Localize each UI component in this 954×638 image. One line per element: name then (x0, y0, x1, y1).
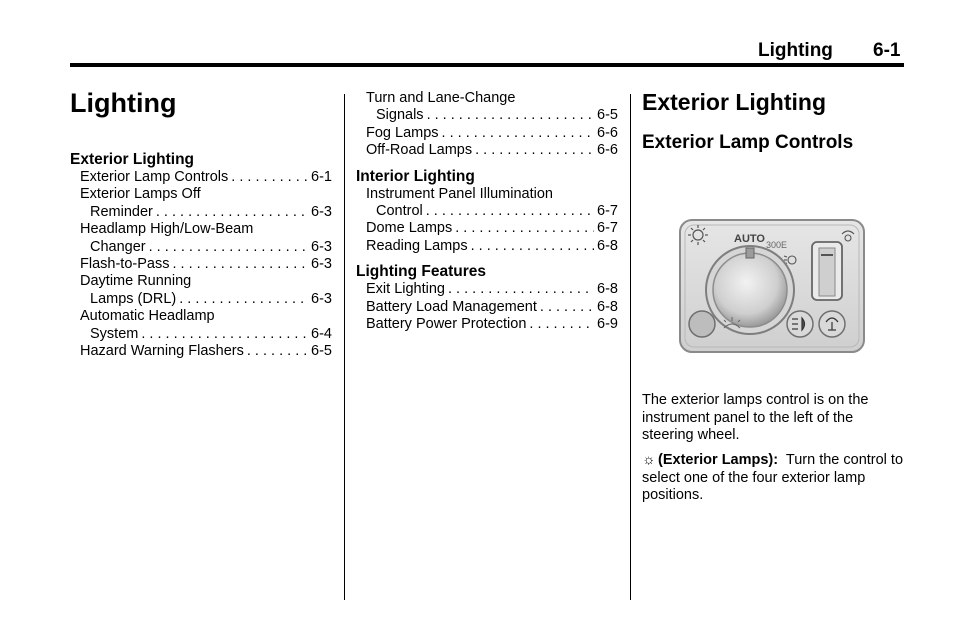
toc-entry[interactable] (70, 291, 332, 308)
toc-entry[interactable] (356, 299, 618, 316)
toc-entry-page: 6-8 (597, 298, 618, 315)
toc-entry-title: Signals (376, 107, 424, 124)
toc-entry-page: 6-3 (311, 256, 332, 273)
toc-entry-title: Dome Lamps (366, 220, 453, 237)
toc-dot-leader (455, 220, 594, 237)
fog-lamp-button (787, 311, 813, 337)
toc-entry[interactable] (356, 107, 618, 124)
toc-entry[interactable] (356, 281, 618, 298)
toc-entry-title: Reminder (90, 203, 153, 220)
toc-entry[interactable] (356, 203, 618, 220)
toc-entry-title: Changer (90, 238, 146, 255)
toc-entry-title: Battery Load Management (366, 298, 537, 315)
toc-entry-title: Reading Lamps (366, 237, 468, 254)
toc-entry-title: Battery Power Protection (366, 316, 527, 333)
toc-entry[interactable] (356, 220, 618, 237)
column-divider (344, 94, 345, 600)
toc-dot-leader (156, 204, 308, 221)
toc-dot-leader (141, 326, 308, 343)
toc-entry-page: 6-8 (597, 281, 618, 298)
toc-entry[interactable] (70, 343, 332, 360)
toc-dot-leader (471, 238, 594, 255)
toc-entry[interactable] (356, 238, 618, 255)
auto-label: AUTO (734, 233, 765, 245)
toc-entry-title[interactable]: Turn and Lane-Change (366, 90, 516, 106)
toc-entry-page: 6-6 (597, 142, 618, 159)
toc-dot-leader (247, 343, 308, 360)
toc-entry[interactable] (356, 142, 618, 159)
exterior-lamps-text: Turn the control to select one of the four exterior lamp positions. (642, 452, 904, 504)
toc-dot-leader (540, 299, 594, 316)
toc-entry-title[interactable]: Instrument Panel Illumination (366, 185, 553, 202)
toc-entry-title[interactable]: Headlamp High/Low-Beam (80, 221, 254, 238)
intro-paragraph: The exterior lamps control is on the instrument panel to the left of the steering wheel. (642, 392, 869, 444)
toc-entry-page: 6-7 (597, 203, 618, 220)
exterior-lamps-paragraph (642, 452, 904, 505)
toc-dot-leader (179, 291, 308, 308)
toc-entry-title[interactable]: Automatic Headlamp (80, 308, 215, 325)
toc-entry-title: Fog Lamps (366, 124, 439, 141)
toc-entry-page: 6-5 (311, 343, 332, 360)
toc-entry-page: 6-5 (597, 107, 618, 124)
toc-entry-page: 6-9 (597, 316, 618, 333)
toc-entry-title: Exit Lighting (366, 281, 445, 298)
toc-entry[interactable] (70, 204, 332, 221)
toc-entry-page: 6-3 (311, 203, 332, 220)
toc-heading: Interior Lighting (356, 167, 475, 185)
toc-entry[interactable] (356, 125, 618, 142)
toc-entry[interactable] (70, 239, 332, 256)
toc-column-1 (70, 150, 332, 360)
toc-dot-leader (172, 256, 308, 273)
toc-heading: Exterior Lighting (70, 151, 194, 168)
toc-entry-title: System (90, 325, 139, 342)
exterior-lamps-label: (Exterior Lamps): (658, 452, 779, 468)
toc-entry-title: Exterior Lamp Controls (80, 169, 229, 185)
toc-entry-page: 6-1 (311, 169, 332, 185)
toc-column-2 (356, 90, 618, 333)
headlamp-knob (713, 253, 787, 327)
header-page-number: 6-1 (873, 40, 901, 61)
toc-entry-title[interactable]: Daytime Running (80, 273, 192, 290)
column-divider (630, 94, 631, 600)
toc-entry-page: 6-3 (311, 238, 332, 255)
toc-dot-leader (448, 281, 594, 298)
exterior-lamp-icon: ☼ (642, 452, 656, 468)
toc-entry[interactable] (70, 326, 332, 343)
toc-entry[interactable] (356, 316, 618, 333)
toc-dot-leader (149, 239, 308, 256)
toc-dot-leader (426, 203, 594, 220)
toc-entry-page: 6-8 (597, 237, 618, 254)
page-title: Lighting (70, 88, 177, 118)
toc-entry-title: Off-Road Lamps (366, 142, 473, 159)
toc-entry-page: 6-4 (311, 325, 332, 342)
toc-entry-title: Flash-to-Pass (80, 256, 170, 273)
toc-entry-title: Hazard Warning Flashers (80, 343, 244, 360)
section-title: Exterior Lighting (642, 89, 826, 115)
code-label: 300E (766, 240, 788, 250)
instrument-panel-brightness-button (689, 311, 715, 337)
toc-entry-page: 6-3 (311, 290, 332, 307)
toc-dot-leader (442, 125, 594, 142)
toc-entry[interactable] (70, 169, 332, 186)
toc-entry-title: Lamps (DRL) (90, 290, 177, 307)
toc-heading: Lighting Features (356, 263, 487, 281)
header-rule (70, 63, 904, 67)
toc-dot-leader (529, 316, 594, 333)
toc-entry-title[interactable]: Exterior Lamps Off (80, 186, 201, 203)
toc-entry-title: Control (376, 203, 423, 220)
subsection-title: Exterior Lamp Controls (642, 132, 854, 153)
toc-dot-leader (475, 142, 594, 159)
running-header (70, 38, 904, 62)
header-section-title: Lighting (758, 40, 833, 61)
toc-entry-page: 6-6 (597, 124, 618, 141)
headlamp-switch-illustration (678, 218, 866, 354)
toc-entry-page: 6-7 (597, 220, 618, 237)
toc-dot-leader (427, 107, 594, 124)
toc-entry[interactable] (70, 256, 332, 273)
toc-dot-leader (231, 169, 308, 186)
